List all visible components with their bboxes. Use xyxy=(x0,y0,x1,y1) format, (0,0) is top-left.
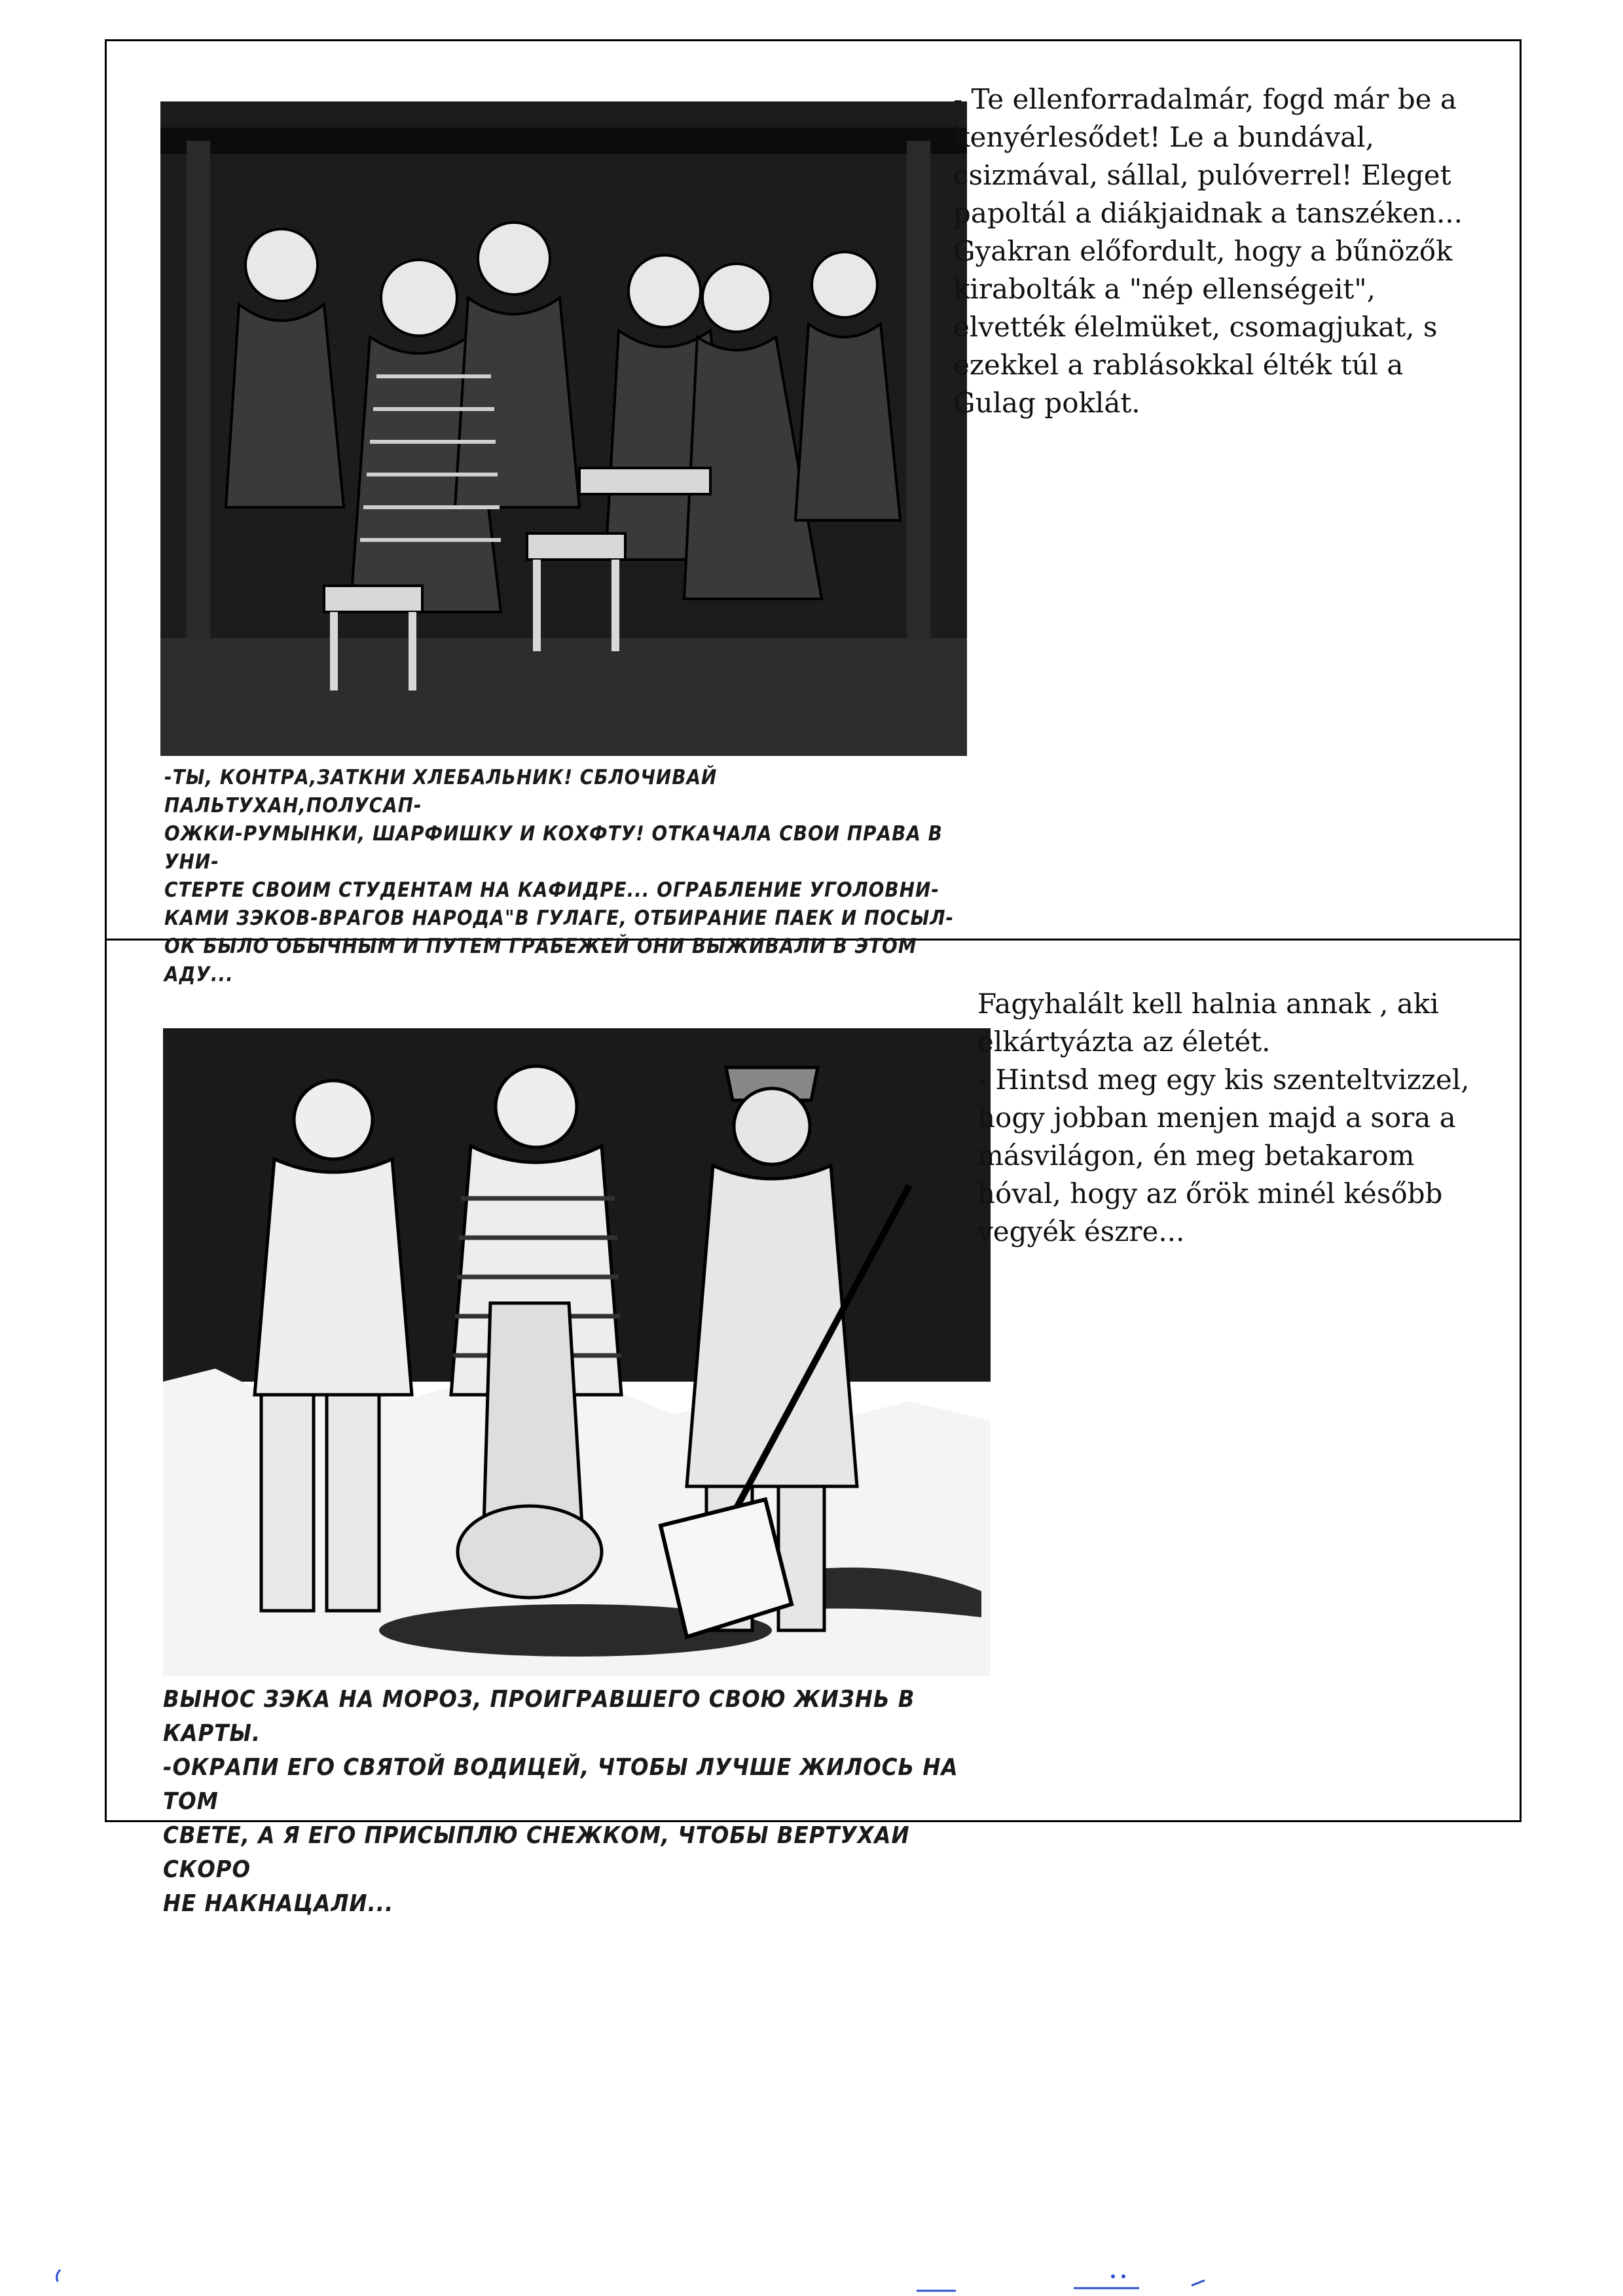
snow-burial-drawing xyxy=(163,1028,991,1676)
table-row-1 xyxy=(107,41,1520,986)
table-row-2 xyxy=(107,941,1520,1917)
hungarian-text: - Te ellenforradalmár, fogd már be a kenyérlesődet! Le a bundával, csizmával, sállal, pulóverrel! Eleget papoltál a diákjaidnak a tanszéken... Gyakran előfordult, hogy a bűnözők kirabolták a "nép ellenségeit", elvették élelmüket, csomagjukat, s ezekkel a rablásokkal élték túl a Gulag poklát. xyxy=(953,83,1463,419)
illustration-snow-burial xyxy=(163,1028,991,1917)
russian-caption: -ТЫ, КОНТРА,ЗАТКНИ ХЛЕБАЛЬНИК! СБЛОЧИВАЙ ПАЛЬТУХАН,ПОЛУСАП- ОЖКИ-РУМЫНКИ, ШАРФИШКУ И КОХФТУ! ОТКАЧАЛА СВОИ ПРАВА В УНИ- СТЕРТЕ СВОИМ СТУДЕНТАМ НА КАФИДРЕ... ОГРАБЛЕНИЕ УГОЛОВНИ- КАМИ ЗЭКОВ-ВРАГОВ НАРОДА"В ГУЛАГЕ, ОТБИРАНИЕ ПАЕК И ПОСЫЛ- ОК БЫЛО ОБЫЧНЫМ И ПУТЕМ ГРАБЕЖЕЙ ОНИ ВЫЖИВАЛИ В ЭТОМ АДУ... xyxy=(164,766,955,986)
hungarian-text: Fagyhalált kell halnia annak , aki elkártyázta az életét. - Hintsd meg egy kis szenteltvizzel, hogy jobban menjen majd a sora a másvilágon, én meg betakarom hóval, hogy az őrök minél később vegyék észre... xyxy=(977,988,1470,1247)
robbery-drawing xyxy=(160,101,967,756)
illustration-robbery xyxy=(160,101,967,986)
document-table xyxy=(105,39,1522,1917)
scan-artifact-marks xyxy=(0,2251,1623,2296)
russian-caption: ВЫНОС ЗЭКА НА МОРОЗ, ПРОИГРАВШЕГО СВОЮ ЖИЗНЬ В КАРТЫ. -ОКРАПИ ЕГО СВЯТОЙ ВОДИЦЕЙ, ЧТОБЫ ЛУЧШЕ ЖИЛОСЬ НА ТОМ СВЕТЕ, А Я ЕГО ПРИСЫПЛЮ СНЕЖКОМ, ЧТОБЫ ВЕРТУХАИ СКОРО НЕ НАКНАЦАЛИ... xyxy=(163,1686,958,1917)
